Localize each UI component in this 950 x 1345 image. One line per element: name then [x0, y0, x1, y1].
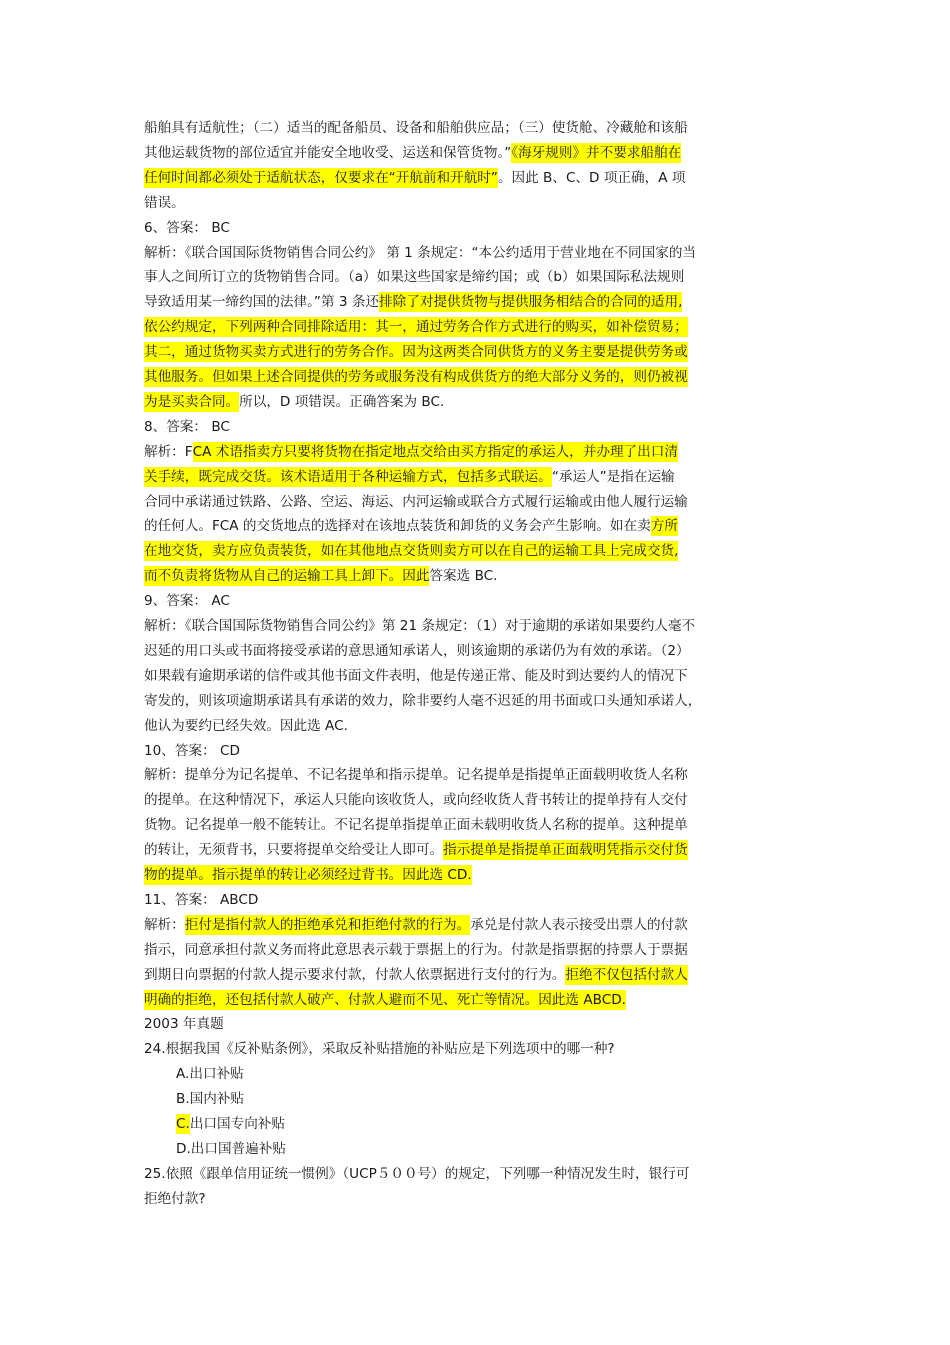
text-segment: 10、答案： CD [144, 742, 240, 759]
text-line [144, 988, 809, 1013]
text-line [144, 763, 809, 788]
text-segment: 指示，同意承担付款义务而将此意思表示载于票据上的行为。付款是指票据的持票人于票据 [144, 941, 688, 958]
text-line [176, 1112, 806, 1137]
highlighted-text: CA 术语指卖方只要将货物在指定地点交给由买方指定的承运人，并办理了出口清 [192, 443, 678, 460]
text-line [144, 241, 809, 266]
highlighted-text: 排除了对提供货物与提供服务相结合的合同的适用, [379, 294, 683, 311]
text-segment: 答案选 BC. [429, 568, 498, 585]
text-segment: D.出口国普遍补贴 [176, 1140, 286, 1157]
text-line [144, 539, 809, 564]
text-line [144, 714, 809, 739]
text-line [144, 216, 809, 241]
text-line [176, 1087, 806, 1112]
text-line [144, 888, 809, 913]
highlighted-text: 明确的拒绝，还包括付款人破产、付款人避而不见、死亡等情况。因此选 ABCD. [144, 991, 626, 1008]
text-line [144, 664, 809, 689]
text-segment: 解析：《联合国国际货物销售合同公约》 第 1 条规定：“本公约适用于营业地在不同国家的当 [144, 244, 697, 261]
text-segment: 8、答案： BC [144, 418, 230, 435]
text-line [144, 166, 809, 191]
text-segment: 寄发的，则该项逾期承诺具有承诺的效力，除非要约人毫不迟延的用书面或口头通知承诺人， [144, 692, 702, 709]
text-segment: 解析：F [144, 443, 193, 460]
text-segment: A.出口补贴 [176, 1066, 244, 1083]
highlighted-text: 《海牙规则》并不要求船舶在 [511, 144, 682, 161]
text-segment: 9、答案： AC [144, 593, 230, 610]
text-line [144, 589, 809, 614]
text-segment: 合同中承诺通过铁路、公路、空运、海运、内河运输或联合方式履行运输或由他人履行运输 [144, 493, 688, 510]
text-line [144, 1037, 809, 1062]
text-line [144, 415, 809, 440]
text-segment: 。因此 B、C、D 项正确，A 项 [497, 169, 686, 186]
text-segment: 拒绝付款? [144, 1190, 206, 1207]
highlighted-text: 其他服务。但如果上述合同提供的劳务或服务没有构成供货方的绝大部分义务的，则仍被视 [144, 369, 688, 385]
highlighted-text: 拒绝不仅包括付款人 [565, 966, 688, 983]
text-segment: 24.根据我国《反补贴条例》，采取反补贴措施的补贴应是下列选项中的哪一种? [144, 1041, 615, 1058]
text-line [144, 390, 809, 415]
highlighted-text: 关手续，既完成交货。该术语适用于各种运输方式，包括多式联运。 [144, 468, 552, 485]
text-line [144, 813, 809, 838]
text-line [176, 1062, 806, 1087]
highlighted-text: 依公约规定，下列两种合同排除适用：其一，通过劳务合作方式进行的购买，如补偿贸易； [144, 319, 688, 336]
text-line [144, 141, 809, 166]
text-line [144, 116, 809, 141]
text-segment: 他认为要约已经失效。因此选 AC. [144, 717, 348, 734]
text-line [144, 265, 809, 290]
text-segment: 到期日向票据的付款人提示要求付款，付款人依票据进行支付的行为。 [144, 966, 566, 983]
text-line [144, 838, 809, 863]
highlighted-text: 物的提单。指示提单的转让必须经过背书。因此选 CD. [144, 867, 472, 883]
text-line [144, 689, 809, 714]
text-line [144, 913, 809, 938]
text-line [144, 290, 809, 315]
text-line [144, 340, 809, 365]
text-line [144, 1162, 809, 1187]
text-segment: 解析： [144, 916, 185, 933]
text-segment: 的任何人。FCA 的交货地点的选择对在该地点装货和卸货的义务会产生影响。如在卖 [144, 518, 651, 535]
text-segment: 的提单。在这种情况下，承运人只能向该收货人，或向经收货人背书转让的提单持有人交付 [144, 792, 688, 809]
text-segment: 导致适用某一缔约国的法律。”第 3 条还 [144, 294, 380, 311]
text-line [144, 440, 809, 465]
text-segment: 25.依照《跟单信用证统一惯例》（UCP５００号）的规定，下列哪一种情况发生时，银行可 [144, 1165, 690, 1182]
text-line [144, 639, 809, 664]
text-line [144, 1012, 809, 1037]
highlighted-text: 为是买卖合同。 [144, 393, 240, 410]
text-line [144, 963, 809, 988]
text-line [144, 1187, 809, 1212]
text-segment: 2003 年真题 [144, 1016, 224, 1033]
text-line [144, 614, 809, 639]
text-line [144, 938, 809, 963]
highlighted-text: 指示提单是指提单正面载明凭指示交付货 [443, 842, 688, 859]
text-line [144, 788, 809, 813]
highlighted-text: 而不负责将货物从自己的运输工具上卸下。因此 [144, 568, 430, 585]
text-line [144, 365, 809, 390]
text-line [144, 564, 809, 589]
text-segment: 如果载有逾期承诺的信件或其他书面文件表明，他是传递正常、能及时到达要约人的情况下 [144, 667, 688, 684]
text-line [144, 863, 809, 888]
text-segment: 事人之间所订立的货物销售合同。（a）如果这些国家是缔约国；或（b）如果国际私法规则 [144, 269, 685, 286]
text-segment: 解析：提单分为记名提单、不记名提单和指示提单。记名提单是指提单正面载明收货人名称 [144, 767, 688, 784]
text-segment: 11、答案： ABCD [144, 891, 259, 908]
highlighted-text: 拒付是指付款人的拒绝承兑和拒绝付款的行为。 [184, 916, 471, 933]
text-segment: 解析：《联合国国际货物销售合同公约》第 21 条规定：（1）对于逾期的承诺如果要约人毫不 [144, 618, 696, 634]
text-segment: 所以，D 项错误。正确答案为 BC. [239, 393, 445, 410]
highlighted-text: 方所 [650, 518, 678, 535]
text-segment: 货物。记名提单一般不能转让。不记名提单指提单正面未载明收货人名称的提单。这种提单 [144, 817, 688, 834]
text-segment: 其他运载货物的部位适宜并能安全地收受、运送和保管货物。” [144, 144, 512, 161]
text-line [144, 315, 809, 340]
highlighted-text: 任何时间都必须处于适航状态，仅要求在“开航前和开航时” [144, 169, 498, 186]
text-line [144, 514, 809, 539]
text-segment: 6、答案： BC [144, 219, 230, 236]
text-segment: 迟延的用口头或书面将接受承诺的意思通知承诺人，则该逾期的承诺仍为有效的承诺。（2） [144, 642, 690, 659]
text-segment: 船舶具有适航性；（二）适当的配备船员、设备和船舶供应品；（三）使货舱、冷藏舱和该船 [144, 120, 688, 136]
highlighted-text: 在地交货，卖方应负责装货，如在其他地点交货则卖方可以在自己的运输工具上完成交货, [144, 543, 679, 560]
highlighted-text: C. [176, 1116, 190, 1132]
text-segment: B.国内补贴 [176, 1091, 245, 1108]
text-segment: 的转让，无须背书，只要将提单交给受让人即可。 [144, 842, 444, 859]
text-segment: 出口国专向补贴 [189, 1116, 285, 1132]
text-line [144, 490, 809, 515]
text-segment: “承运人”是指在运输 [551, 468, 675, 485]
highlighted-text: 其二，通过货物买卖方式进行的劳务合作。因为这两类合同供货方的义务主要是提供劳务或 [144, 344, 688, 361]
text-segment: 错误。 [144, 194, 185, 211]
text-segment: 承兑是付款人表示接受出票人的付款 [470, 916, 688, 933]
text-line [144, 739, 809, 764]
text-line [176, 1137, 806, 1162]
text-line [144, 191, 809, 216]
text-line [144, 465, 809, 490]
